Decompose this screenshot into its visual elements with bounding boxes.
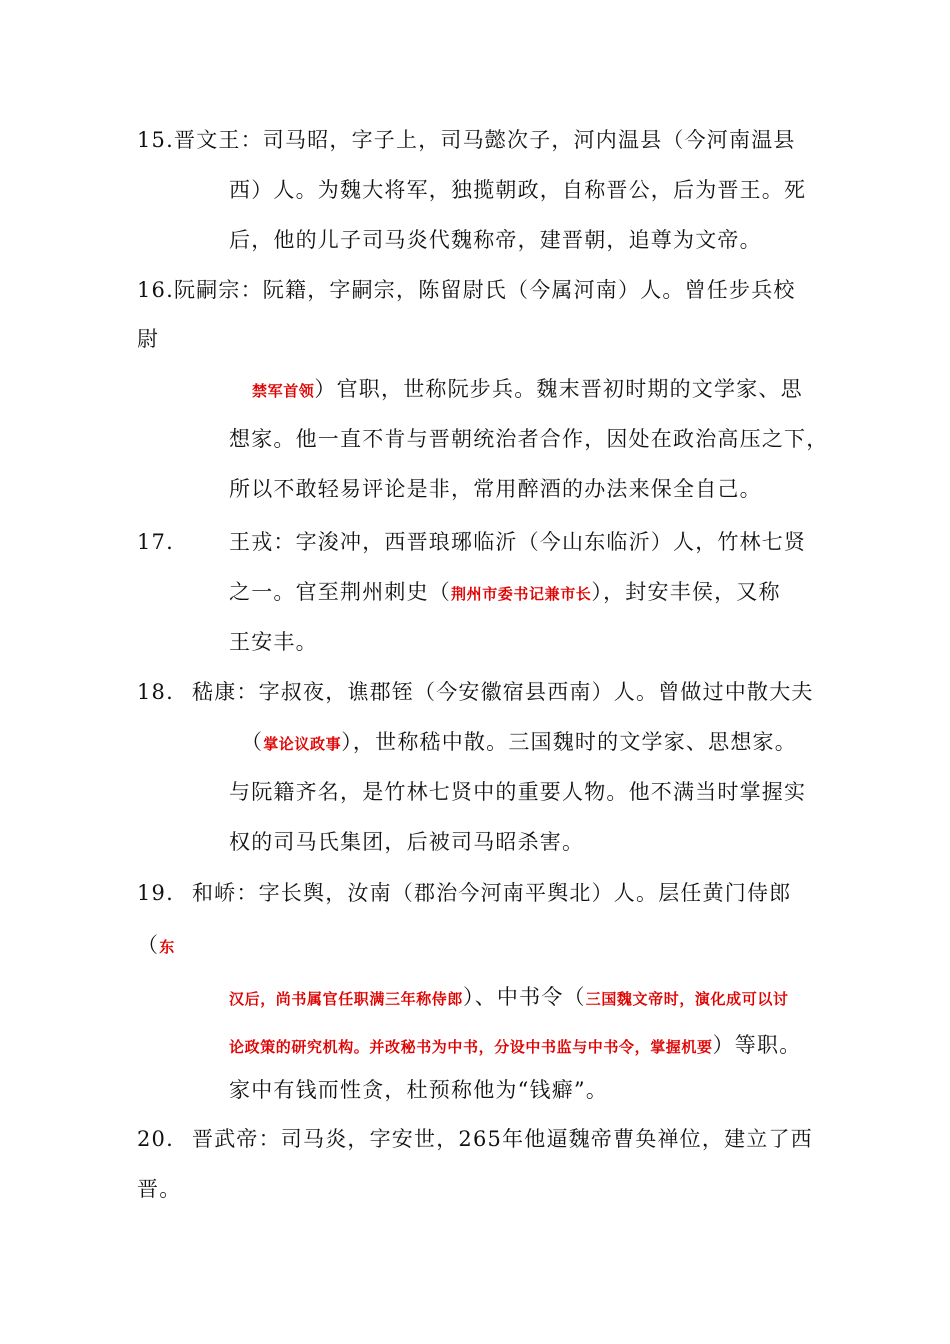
entry-16-line-2: 尉 — [137, 327, 160, 351]
annotation-note: 禁军首领 — [252, 382, 315, 400]
entry-text: 晋文王：司马昭，字子上，司马懿次子，河内温县（今河南温县 — [174, 128, 796, 152]
entry-text: ）官职，世称阮步兵。魏末晋初时期的文学家、思 — [314, 377, 803, 401]
annotation-note: 东 — [159, 938, 175, 956]
entry-number: 16. — [137, 278, 174, 302]
entry-15-line-2: 西）人。为魏大将军，独揽朝政，自称晋公，后为晋王。死 — [229, 178, 807, 202]
entry-19-line-5: 家中有钱而性贪，杜预称他为“钱癖”。 — [229, 1078, 609, 1102]
entry-18-line-2 — [241, 727, 797, 759]
entry-text: ），世称嵇中散。三国魏时的文学家、思想家。 — [341, 730, 797, 754]
entry-text: 阮嗣宗：阮籍，字嗣宗，陈留尉氏（今属河南）人。曾任步兵校 — [174, 278, 796, 302]
entry-text: （ — [137, 933, 160, 957]
entry-number: 15. — [137, 128, 174, 152]
entry-number: 20. — [137, 1127, 174, 1151]
entry-text: 晋武帝：司马炎，字安世，265年他逼魏帝曹奂禅位，建立了西 — [192, 1127, 813, 1151]
entry-16-line-5: 所以不敢轻易评论是非，常用醉酒的办法来保全自己。 — [229, 477, 762, 501]
annotation-note: 掌论议政事 — [263, 735, 342, 753]
entry-text: 嵇康：字叔夜，谯郡铚（今安徽宿县西南）人。曾做过中散大夫 — [192, 680, 814, 704]
entry-number: 19. — [137, 881, 174, 905]
entry-17-number: 17. — [137, 530, 174, 554]
annotation-note: 三国魏文帝时，演化成可以讨 — [585, 990, 789, 1008]
entry-15-line-3: 后，他的儿子司马炎代魏称帝，建晋朝，追尊为文帝。 — [229, 228, 762, 252]
entry-19-line-2 — [137, 930, 175, 962]
entry-19-line-1 — [137, 878, 791, 908]
entry-text: ）、中书令（ — [463, 985, 586, 1009]
entry-17-line-3: 王安丰。 — [229, 630, 318, 654]
entry-15-line-1 — [137, 125, 796, 155]
entry-text: ）等职。 — [712, 1033, 802, 1057]
annotation-note: 荆州市委书记兼市长 — [451, 585, 592, 603]
entry-19-line-4 — [229, 1030, 801, 1062]
entry-text: 之一。官至荆州刺史（ — [229, 580, 451, 604]
entry-17-line-2 — [229, 577, 781, 609]
annotation-note: 汉后，尚书属官任职满三年称侍郎 — [229, 990, 464, 1008]
entry-16-line-3 — [252, 374, 803, 406]
entry-19-line-3 — [229, 982, 789, 1014]
entry-18-line-1 — [137, 677, 814, 707]
entry-18-line-4: 权的司马氏集团，后被司马昭杀害。 — [229, 830, 585, 854]
entry-number: 18. — [137, 680, 174, 704]
entry-text: （ — [241, 730, 264, 754]
entry-20-line-2: 晋。 — [137, 1177, 182, 1201]
entry-20-line-1 — [137, 1124, 813, 1154]
entry-17-line-1: 王戎：字浚冲，西晋琅琊临沂（今山东临沂）人，竹林七贤 — [229, 530, 807, 554]
annotation-note: 论政策的研究机构。并改秘书为中书，分设中书监与中书令，掌握机要 — [229, 1038, 713, 1056]
entry-16-line-4: 想家。他一直不肯与晋朝统治者合作，因处在政治高压之下， — [229, 427, 829, 451]
entry-16-line-1 — [137, 275, 796, 305]
entry-text: 和峤：字长舆，汝南（郡治今河南平舆北）人。层任黄门侍郎 — [192, 881, 792, 905]
entry-18-line-3: 与阮籍齐名，是竹林七贤中的重要人物。他不满当时掌握实 — [229, 780, 807, 804]
entry-text: ），封安丰侯，又称 — [591, 580, 781, 604]
